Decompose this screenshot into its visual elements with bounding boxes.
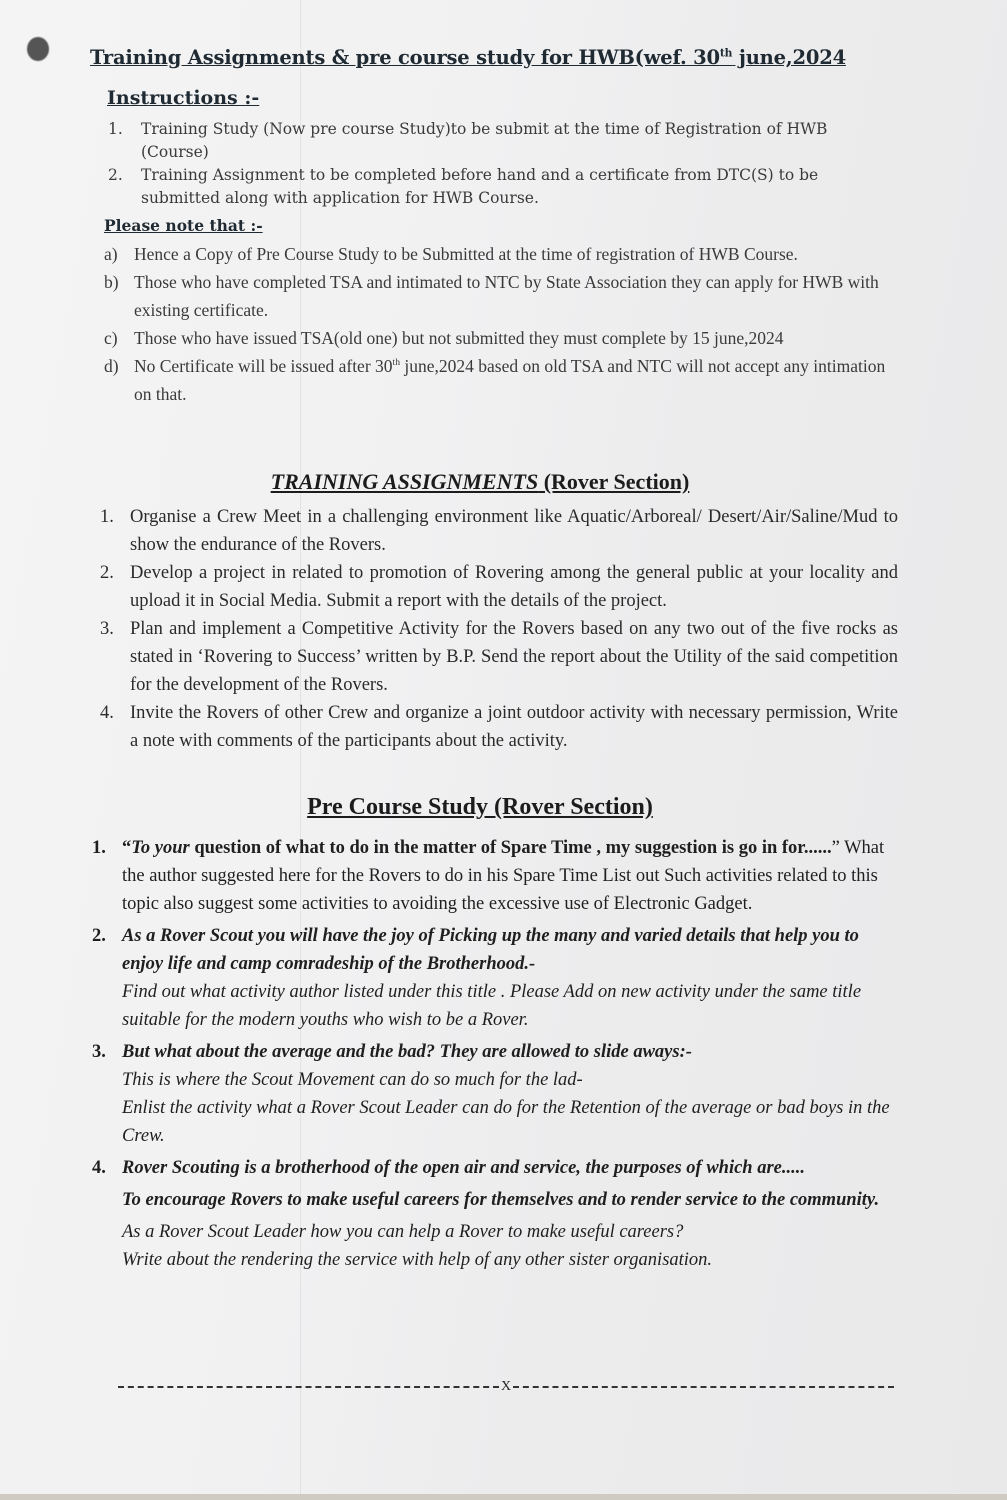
title-text: Training Assignments & pre course study for HWB(wef. 30 [90, 46, 720, 69]
study-purpose: To encourage Rovers to make useful careers for themselves and to render service to the community. [122, 1190, 880, 1210]
study-text [122, 922, 900, 1034]
study-item [92, 922, 900, 1034]
list-marker: 2. [100, 563, 114, 583]
instructions-list [108, 118, 893, 210]
note-item [104, 352, 899, 408]
please-note-heading: Please note that :- [104, 216, 263, 235]
study-item [92, 1038, 900, 1150]
list-marker: 1. [108, 120, 123, 138]
note-item [104, 268, 899, 324]
note-text-part: june,2024 based on old TSA and NTC will not accept any intimation on that. [134, 356, 886, 404]
quote-mark: “ [122, 838, 132, 858]
dashed-line [118, 1386, 499, 1388]
study-text [122, 1154, 900, 1274]
list-marker: 3. [100, 619, 114, 639]
study-text [122, 1038, 900, 1150]
training-assignments-list [100, 503, 898, 755]
study-item [92, 834, 900, 918]
pre-course-study-heading: Pre Course Study (Rover Section) [307, 794, 653, 820]
heading-rest-part: (Rover Section) [538, 469, 690, 494]
study-question: Find out what activity author listed under this title . Please Add on new activity under the same title suitable for the modern youths who wish to be a Rover. [122, 982, 862, 1030]
punch-hole-mark [27, 37, 49, 61]
list-marker: 1. [100, 507, 114, 527]
heading-italic-part: TRAINING ASSIGNMENTS [270, 469, 539, 494]
list-marker: 3. [92, 1042, 106, 1062]
assignment-item [100, 615, 898, 699]
note-text-part: No Certificate will be issued after 30 [134, 356, 393, 376]
title-date: june,2024 [732, 46, 846, 69]
study-question: Enlist the activity what a Rover Scout Leader can do for the Retention of the average or bad boys in the Crew. [122, 1098, 890, 1146]
instructions-heading: Instructions :- [107, 87, 260, 109]
assignment-text: Develop a project in related to promotion of Rovering among the general public at your locality and upload it in Social Media. Submit a report with the details of the project. [130, 563, 898, 611]
pre-course-study-list [92, 834, 900, 1278]
assignment-text: Plan and implement a Competitive Activity for the Rovers based on any two out of the five rocks as stated in ‘Rovering to Success’ written by B.P. Send the report about the Utility of the said competition for the development of the Rovers. [130, 619, 898, 695]
list-marker: b) [104, 272, 119, 292]
note-text: Those who have completed TSA and intimated to NTC by State Association they can apply for HWB with existing certificate. [134, 272, 879, 320]
list-marker: 2. [108, 166, 123, 184]
assignment-item [100, 699, 898, 755]
page-edge [0, 1494, 1007, 1500]
title-superscript: th [719, 46, 733, 60]
assignment-item [100, 559, 898, 615]
note-item [104, 240, 899, 268]
study-question: As a Rover Scout Leader how you can help a Rover to make useful careers? [122, 1222, 684, 1242]
note-text [134, 352, 899, 408]
study-question: Write about the rendering the service with help of any other sister organisation. [122, 1250, 713, 1270]
instruction-item [108, 164, 893, 210]
list-marker: 2. [92, 926, 106, 946]
end-mark: X [500, 1379, 512, 1394]
assignment-text: Invite the Rovers of other Crew and organize a joint outdoor activity with necessary permission, Write a note with comments of the participants about the activity. [130, 703, 898, 751]
study-question: ” What the author suggested here for the Rovers to do in his Spare Time List out Such activities related to this topic also suggest some activities to avoiding the excessive use of Electronic Gadget. [122, 838, 885, 914]
instruction-text: Training Study (Now pre course Study)to be submit at the time of Registration of HWB (Course) [141, 120, 828, 161]
document-title [90, 46, 880, 69]
assignment-text: Organise a Crew Meet in a challenging environment like Aquatic/Arboreal/ Desert/Air/Saline/Mud to show the endurance of the Rovers. [130, 507, 898, 555]
list-marker: c) [104, 328, 118, 348]
note-superscript: th [392, 357, 401, 369]
instruction-item [108, 118, 893, 164]
training-assignments-heading [0, 469, 960, 495]
list-marker: a) [104, 244, 118, 264]
quote-italic: To your [131, 838, 190, 858]
note-text: Those who have issued TSA(old one) but not submitted they must complete by 15 june,2024 [134, 328, 784, 348]
study-quote: As a Rover Scout you will have the joy of Picking up the many and varied details that help you to enjoy life and camp comradeship of the Brotherhood.- [122, 926, 859, 974]
quote-bold: question of what to do in the matter of Spare Time , my suggestion is go in for...... [189, 838, 832, 858]
notes-list [104, 240, 899, 408]
note-item [104, 324, 899, 352]
list-marker: 1. [92, 838, 106, 858]
assignment-item [100, 503, 898, 559]
study-quote-line: This is where the Scout Movement can do so much for the lad- [122, 1070, 583, 1090]
list-marker: 4. [92, 1158, 106, 1178]
end-of-document-rule [118, 1380, 894, 1394]
dashed-line [513, 1386, 894, 1388]
instruction-text: Training Assignment to be completed before hand and a certificate from DTC(S) to be submitted along with application for HWB Course. [141, 166, 819, 207]
list-marker: d) [104, 356, 119, 376]
study-quote: But what about the average and the bad? They are allowed to slide aways:- [122, 1042, 692, 1062]
study-item [92, 1154, 900, 1274]
note-text: Hence a Copy of Pre Course Study to be Submitted at the time of registration of HWB Course. [134, 244, 798, 264]
list-marker: 4. [100, 703, 114, 723]
study-text [122, 834, 900, 918]
study-quote: Rover Scouting is a brotherhood of the open air and service, the purposes of which are..... [122, 1158, 806, 1178]
